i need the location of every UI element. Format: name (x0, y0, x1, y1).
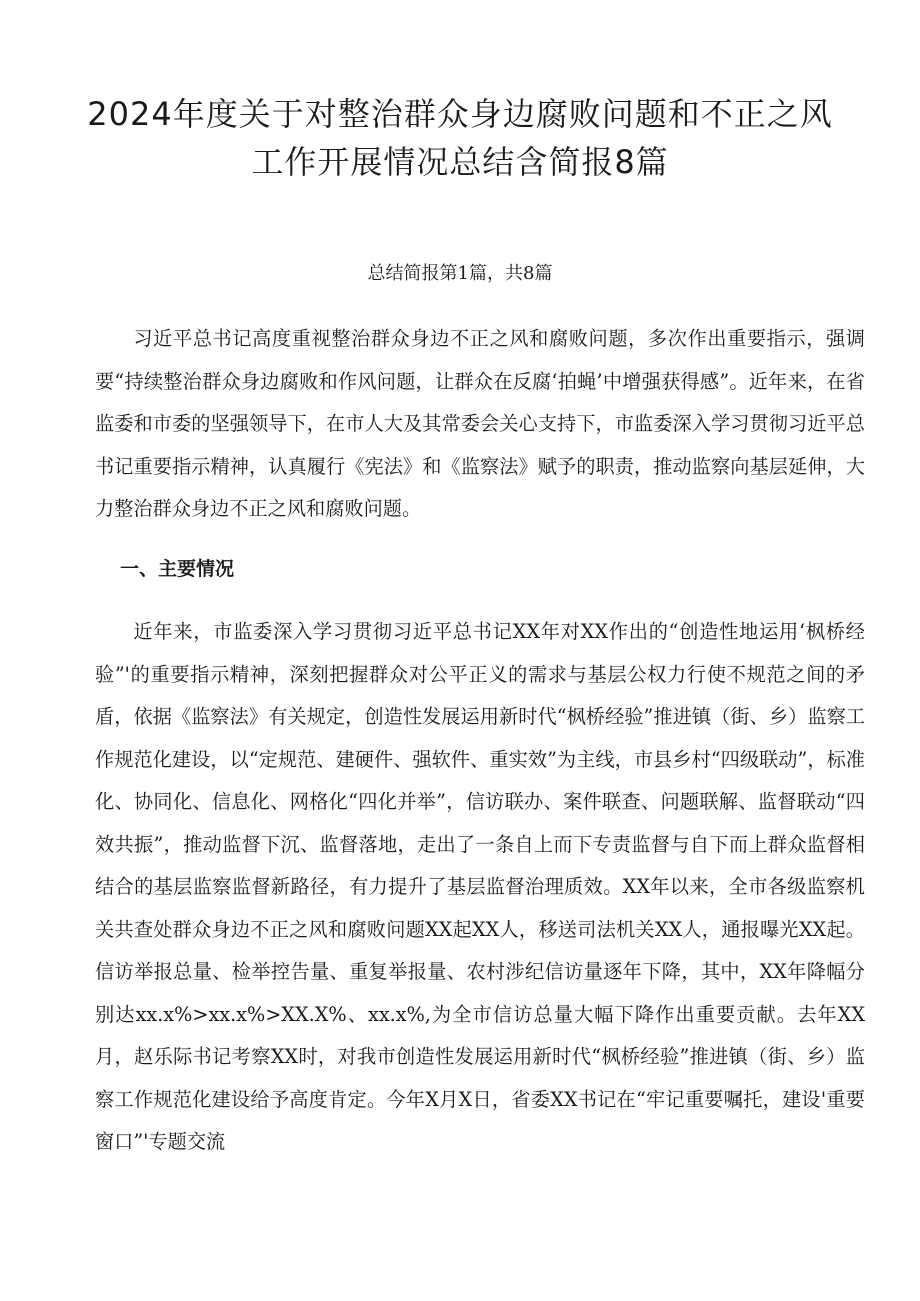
section-heading-main-situation: 一、主要情况 (120, 558, 235, 580)
document-subtitle: 总结简报第1篇，共8篇 (367, 263, 553, 284)
main-situation-paragraph: 近年来，市监委深入学习贯彻习近平总书记XX年对XX作出的“创造性地运用‘枫桥经验”'的重要指示精神，深刻把握群众对公平正义的需求与基层公权力行使不规范之间的矛盾，依据《监察法》有关规定，创造性发展运用新时代“枫桥经验”推进镇（街、乡）监察工作规范化建设，以“定规范、建硬件、强软件、重实效”为主线，市县乡村“四级联动”，标准化、协同化、信息化、网格化“四化并举”，信访联办、案件联查、问题联解、监督联动“四效共振”，推动监督下沉、监督落地，走出了一条自上而下专责监督与自下而上群众监督相结合的基层监察监督新路径，有力提升了基层监督治理质效。XX年以来，全市各级监察机关共查处群众身边不正之风和腐败问题XX起XX人，移送司法机关XX人，通报曝光XX起。信访举报总量、检举控告量、重复举报量、农村涉纪信访量逐年下降，其中，XX年降幅分别达xx.x%>xx.x%>XX.X%、xx.x%,为全市信访总量大幅下降作出重要贡献。去年XX月，赵乐际书记考察XX时，对我市创造性发展运用新时代“枫桥经验”推进镇（街、乡）监察工作规范化建设给予高度肯定。今年X月X日，省委XX书记在“牢记重要嘱托，建设'重要窗口”'专题交流 (95, 620, 865, 1153)
document-title-line-1: 2024年度关于对整治群众身边腐败问题和不正之风 (87, 95, 833, 133)
document-title-line-2: 工作开展情况总结含简报8篇 (251, 143, 669, 181)
intro-paragraph: 习近平总书记高度重视整治群众身边不正之风和腐败问题，多次作出重要指示，强调要“持续整治群众身边腐败和作风问题，让群众在反腐‘拍蝇’中增强获得感”。近年来，在省监委和市委的坚强领导下，在市人大及其常委会关心支持下，市监委深入学习贯彻习近平总书记重要指示精神，认真履行《宪法》和《监察法》赋予的职责，推动监察向基层延伸，大力整治群众身边不正之风和腐败问题。 (95, 327, 865, 520)
